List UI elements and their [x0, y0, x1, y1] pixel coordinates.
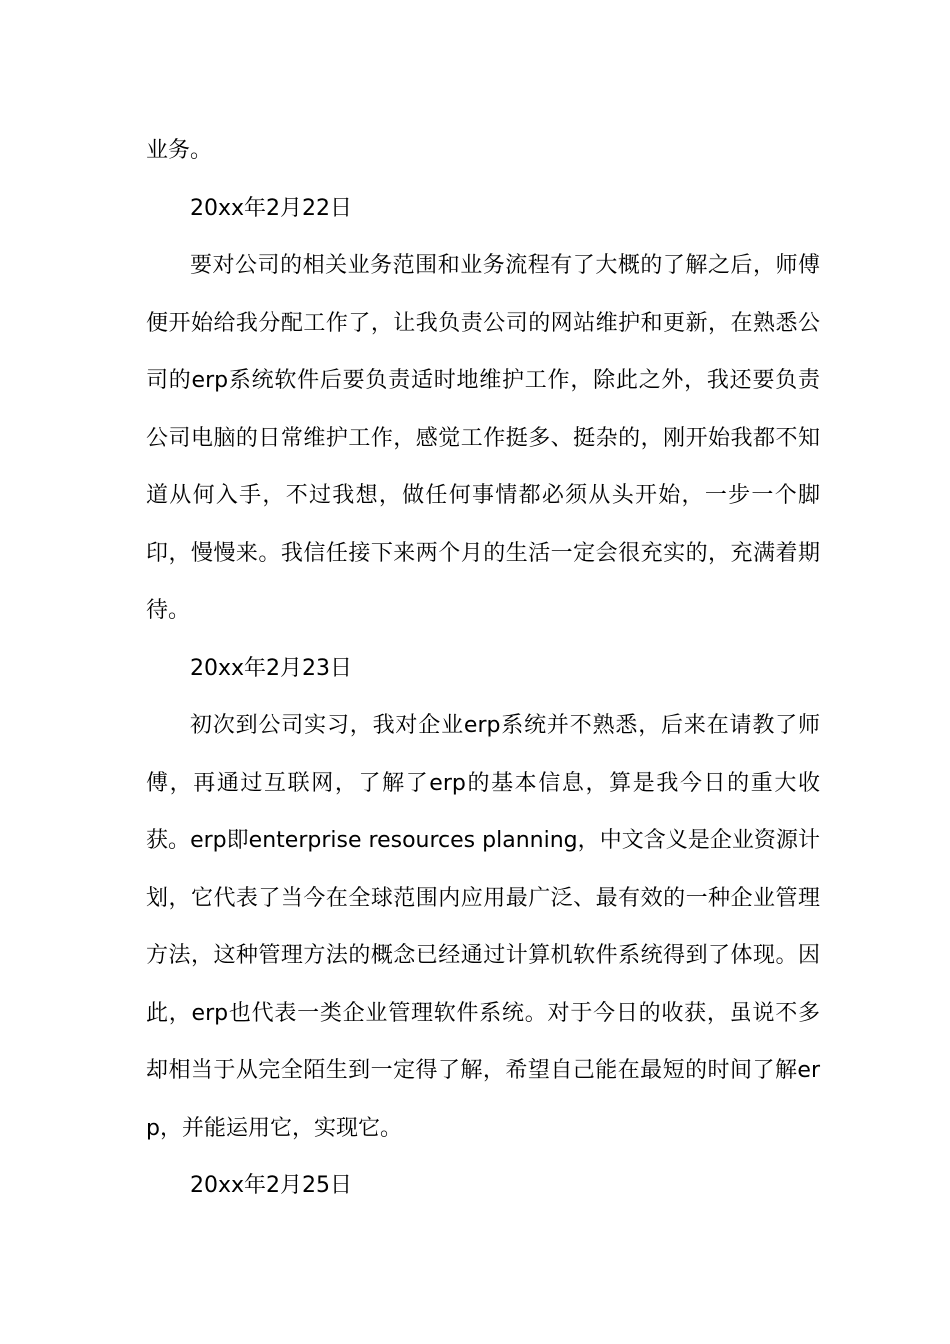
paragraph-continuation: 业务。: [146, 138, 213, 163]
date-heading-0223: 20xx年2月23日: [190, 655, 353, 681]
paragraph-0222: 要对公司的相关业务范围和业务流程有了大概的了解之后，师傅便开始给我分配工作了，让我负责公司的网站维护和更新，在熟悉公司的erp系统软件后要负责适时地维护工作，除此之外，我还要负责公司电脑的日常维护工作，感觉工作挺多、挺杂的，刚开始我都不知道从何入手，不过我想，做任何事情都必须从头开始，一步一个脚印，慢慢来。我信任接下来两个月的生活一定会很充实的，充满着期待。: [146, 253, 820, 623]
document-body: [146, 122, 820, 1215]
paragraph-0223: 初次到公司实习，我对企业erp系统并不熟悉，后来在请教了师傅，再通过互联网，了解了erp的基本信息，算是我今日的重大收获。erp即enterprise resources planning，中文含义是企业资源计划，它代表了当今在全球范围内应用最广泛、最有效的一种企业管理方法，这种管理方法的概念已经通过计算机软件系统得到了体现。因此，erp也代表一类企业管理软件系统。对于今日的收获，虽说不多却相当于从完全陌生到一定得了解，希望自己能在最短的时间了解erp，并能运用它，实现它。: [146, 713, 820, 1141]
date-heading-0222: 20xx年2月22日: [190, 195, 353, 221]
date-heading-0225: 20xx年2月25日: [190, 1173, 353, 1198]
